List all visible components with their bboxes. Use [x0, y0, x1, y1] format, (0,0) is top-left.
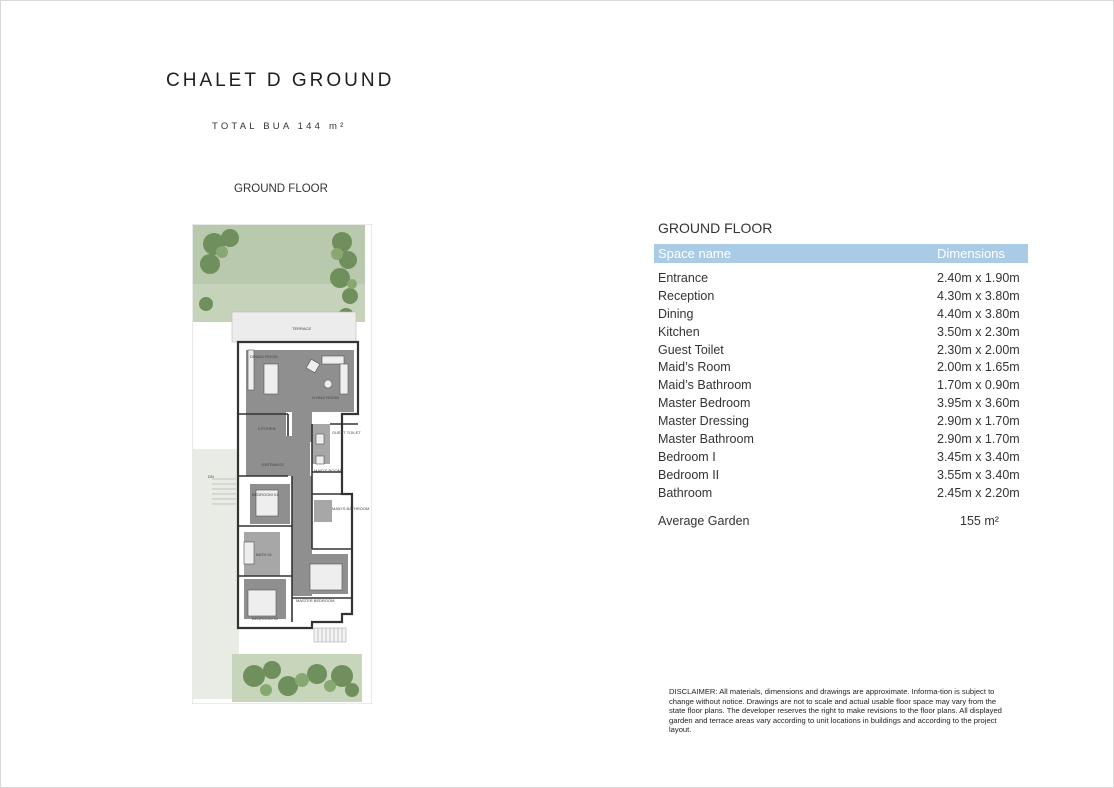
- kitchen-label: KITCHEN: [258, 426, 276, 431]
- space-dimensions: 1.70m x 0.90m: [937, 378, 1020, 393]
- dn-label: DN: [208, 474, 214, 479]
- table-row: [658, 271, 1028, 289]
- floor-plan-label: GROUND FLOOR: [234, 183, 328, 195]
- space-name: Kitchen: [658, 324, 700, 339]
- space-dimensions: 3.55m x 3.40m: [937, 467, 1020, 482]
- total-bua: TOTAL BUA 144 m²: [212, 121, 347, 132]
- space-name: Maid’s Bathroom: [658, 378, 752, 393]
- space-dimensions: 2.40m x 1.90m: [937, 271, 1020, 285]
- table-row: [658, 325, 1028, 343]
- disclaimer: DISCLAIMER: All materials, dimensions and drawings are approximate. Informa-tion is subject to change without notice. Drawings are not to scale and actual usable floor space may vary from the state floor plans. The developer reserves the right to make revisions to the floor plans. All displayed garden and terrace areas vary according to unit locations in buildings and according to the project layout.: [669, 687, 1002, 734]
- space-name: Entrance: [658, 271, 709, 285]
- table-row: [658, 307, 1028, 325]
- terrace-label: TERRACE: [292, 326, 312, 331]
- column-header-dimensions: Dimensions: [937, 246, 1005, 261]
- entrance-label: ENTRANCE: [262, 462, 285, 467]
- column-header-space: Space name: [658, 246, 731, 261]
- space-name: Master Bedroom: [658, 396, 751, 411]
- space-name: Master Bathroom: [658, 432, 754, 447]
- space-dimensions: 3.50m x 2.30m: [937, 324, 1020, 339]
- table-row: [658, 450, 1028, 468]
- space-dimensions: 2.90m x 1.70m: [937, 432, 1020, 447]
- garden-value: 155 m²: [960, 514, 999, 528]
- space-dimensions: 3.95m x 3.60m: [937, 396, 1020, 411]
- space-dimensions: 2.90m x 1.70m: [937, 414, 1020, 429]
- space-name: Maid’s Room: [658, 360, 731, 375]
- space-name: Guest Toilet: [658, 342, 724, 357]
- table-header: [654, 244, 1028, 263]
- table-body: [658, 271, 1028, 504]
- space-name: Master Dressing: [658, 414, 749, 429]
- garden-label: Average Garden: [658, 514, 750, 528]
- table-row: [658, 289, 1028, 307]
- table-row: [658, 468, 1028, 486]
- space-dimensions: 3.45m x 3.40m: [937, 449, 1020, 464]
- space-dimensions: 2.30m x 2.00m: [937, 342, 1020, 357]
- table-row: [658, 414, 1028, 432]
- page-title: CHALET D GROUND: [166, 70, 395, 91]
- space-dimensions: 2.45m x 2.20m: [937, 485, 1020, 500]
- table-row: [658, 378, 1028, 396]
- garden-row: [658, 514, 1028, 528]
- table-row: [658, 432, 1028, 450]
- guest-toilet-label: GUEST TOILET: [332, 430, 361, 435]
- maids-room-label: MAID'S ROOM: [314, 468, 341, 473]
- table-row: [658, 396, 1028, 414]
- space-dimensions: 4.40m x 3.80m: [937, 306, 1020, 321]
- space-dimensions: 2.00m x 1.65m: [937, 360, 1020, 375]
- space-name: Reception: [658, 288, 715, 303]
- table-row: [658, 343, 1028, 361]
- bath-1-label: BATH 01: [256, 552, 272, 557]
- space-name: Bedroom II: [658, 467, 720, 482]
- table-row: [658, 486, 1028, 504]
- space-name: Bedroom I: [658, 449, 716, 464]
- maids-bathroom-label: MAID'S BATHROOM: [332, 506, 370, 511]
- bedroom-1-label: BEDROOM 01: [252, 492, 279, 497]
- table-row: [658, 360, 1028, 378]
- master-bedroom-label: MASTER BEDROOM: [296, 598, 335, 603]
- space-dimensions: 4.30m x 3.80m: [937, 288, 1020, 303]
- space-name: Bathroom: [658, 485, 713, 500]
- bedroom-2-label: BEDROOM 02: [252, 616, 279, 621]
- floor-plan: [192, 224, 372, 704]
- living-room-label: LIVING ROOM: [312, 395, 339, 400]
- dining-room-label: DINING ROOM: [250, 354, 278, 359]
- table-title: GROUND FLOOR: [658, 220, 773, 236]
- space-name: Dining: [658, 306, 694, 321]
